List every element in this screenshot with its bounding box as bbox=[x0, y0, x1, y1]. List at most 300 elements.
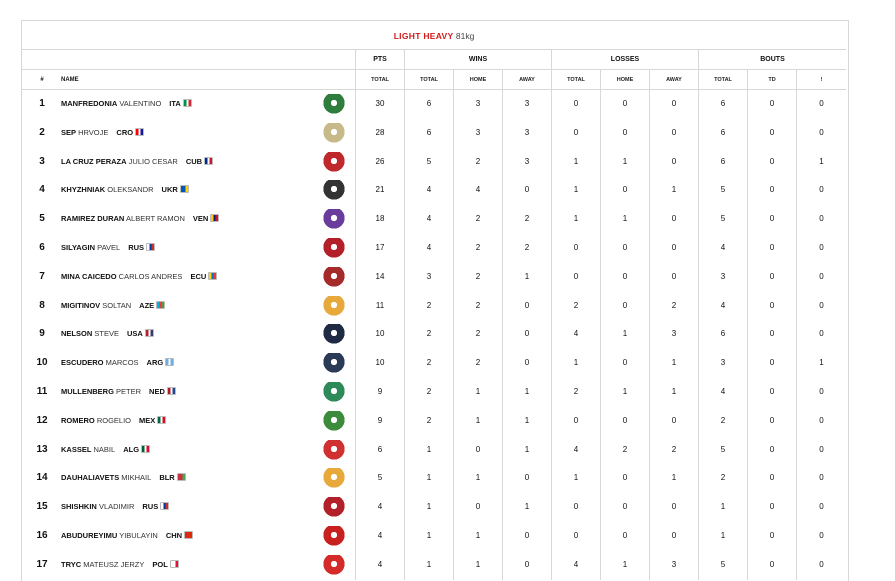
cell-wins-home: 0 bbox=[475, 502, 481, 512]
header-name: NAME bbox=[61, 77, 79, 83]
flag-icon bbox=[204, 157, 213, 165]
country-code: USA bbox=[126, 329, 143, 339]
rank: 5 bbox=[39, 213, 45, 225]
cell-wins-home: 1 bbox=[475, 387, 481, 396]
team-logo-icon bbox=[321, 382, 347, 402]
cell-bouts-excl: 0 bbox=[819, 559, 824, 569]
athlete-name[interactable] bbox=[61, 493, 169, 521]
last-name: MANFREDONIA bbox=[61, 99, 118, 108]
cell-bouts-total: 1 bbox=[720, 502, 726, 512]
cell-bouts-td: 0 bbox=[769, 531, 775, 540]
team-logo-icon bbox=[321, 497, 347, 517]
last-name: LA CRUZ PERAZA bbox=[61, 156, 127, 166]
team-logo-icon bbox=[321, 180, 347, 200]
cell-bouts-excl: 0 bbox=[819, 473, 824, 483]
flag-icon bbox=[170, 560, 179, 568]
cell-bouts-td: 0 bbox=[769, 156, 775, 166]
flag-icon bbox=[135, 128, 144, 136]
cell-wins-home: 1 bbox=[475, 473, 481, 483]
flag-icon bbox=[177, 473, 186, 481]
rank: 3 bbox=[39, 155, 45, 167]
cell-wins-total: 2 bbox=[426, 300, 432, 310]
athlete-name[interactable] bbox=[61, 263, 217, 291]
cell-bouts-td: 0 bbox=[769, 415, 775, 425]
cell-bouts-excl: 0 bbox=[819, 99, 824, 108]
country-code: RUS bbox=[128, 243, 145, 252]
flag-icon bbox=[208, 272, 217, 280]
team-logo-icon bbox=[321, 123, 347, 143]
subheader-bouts-td: TD bbox=[768, 77, 776, 83]
athlete-name[interactable] bbox=[61, 407, 166, 435]
cell-bouts-td: 0 bbox=[769, 99, 775, 108]
cell-wins-home: 4 bbox=[475, 185, 481, 195]
table-row[interactable] bbox=[22, 493, 846, 521]
country-code: CUB bbox=[185, 156, 203, 166]
table-row[interactable] bbox=[22, 205, 846, 233]
country-code: NED bbox=[149, 387, 165, 396]
cell-wins-total: 5 bbox=[426, 156, 432, 166]
cell-wins-away: 0 bbox=[524, 559, 530, 569]
cell-bouts-td: 0 bbox=[769, 127, 775, 137]
first-name: PAVEL bbox=[97, 243, 121, 252]
athlete-name[interactable] bbox=[61, 522, 193, 550]
cell-losses-total: 4 bbox=[573, 559, 579, 569]
rank: 9 bbox=[39, 328, 45, 340]
cell-losses-home: 1 bbox=[622, 559, 628, 569]
header-pts: PTS bbox=[373, 56, 387, 63]
country-code: UKR bbox=[161, 185, 178, 195]
cell-bouts-total: 5 bbox=[720, 559, 726, 569]
cell-wins-home: 1 bbox=[475, 559, 481, 569]
rank: 4 bbox=[39, 184, 45, 196]
table-row[interactable] bbox=[22, 176, 846, 204]
cell-bouts-total: 6 bbox=[720, 127, 726, 137]
last-name: TRYC bbox=[61, 559, 82, 569]
table-row[interactable] bbox=[22, 320, 846, 348]
team-logo-icon bbox=[321, 526, 347, 546]
cell-wins-home: 1 bbox=[475, 415, 481, 425]
last-name: MULLENBERG bbox=[61, 387, 114, 396]
rank: 16 bbox=[36, 530, 48, 541]
cell-bouts-total: 4 bbox=[720, 243, 726, 252]
cell-wins-total: 4 bbox=[426, 214, 432, 224]
cell-bouts-td: 0 bbox=[769, 243, 775, 252]
cell-losses-total: 2 bbox=[573, 387, 579, 396]
cell-wins-total: 1 bbox=[426, 444, 432, 454]
cell-losses-total: 0 bbox=[573, 415, 579, 425]
cell-pts-total: 26 bbox=[375, 156, 385, 166]
cell-losses-away: 2 bbox=[671, 300, 677, 310]
cell-bouts-excl: 1 bbox=[819, 156, 824, 166]
cell-pts-total: 10 bbox=[375, 329, 385, 339]
cell-bouts-td: 0 bbox=[769, 185, 775, 195]
team-logo-icon bbox=[321, 209, 347, 229]
team-logo-icon bbox=[321, 324, 347, 344]
cell-losses-away: 0 bbox=[671, 127, 677, 137]
flag-icon bbox=[210, 214, 219, 222]
cell-wins-away: 1 bbox=[524, 444, 530, 454]
cell-wins-home: 2 bbox=[475, 243, 481, 252]
cell-bouts-excl: 0 bbox=[819, 214, 824, 224]
table-row[interactable] bbox=[22, 436, 846, 464]
cell-wins-total: 6 bbox=[426, 127, 432, 137]
cell-bouts-total: 5 bbox=[720, 444, 726, 454]
cell-bouts-total: 3 bbox=[720, 271, 726, 281]
cell-bouts-td: 0 bbox=[769, 387, 775, 396]
first-name: MARCOS bbox=[105, 358, 139, 368]
cell-losses-total: 1 bbox=[573, 358, 579, 368]
last-name: MINA CAICEDO bbox=[61, 271, 117, 281]
cell-wins-away: 0 bbox=[524, 473, 530, 483]
flag-icon bbox=[146, 243, 155, 251]
category-name: LIGHT HEAVY bbox=[393, 31, 454, 41]
rank: 10 bbox=[36, 357, 48, 369]
last-name: MIGITINOV bbox=[61, 300, 101, 310]
cell-losses-away: 3 bbox=[671, 329, 677, 339]
table-row[interactable] bbox=[22, 234, 846, 262]
cell-bouts-excl: 0 bbox=[819, 127, 824, 137]
cell-wins-total: 1 bbox=[426, 531, 432, 540]
last-name: SEP bbox=[61, 127, 77, 137]
rank: 17 bbox=[36, 558, 48, 570]
cell-bouts-td: 0 bbox=[769, 444, 775, 454]
cell-losses-total: 0 bbox=[573, 243, 579, 252]
flag-icon bbox=[160, 502, 169, 510]
cell-bouts-td: 0 bbox=[769, 329, 775, 339]
cell-wins-total: 1 bbox=[426, 502, 432, 512]
cell-losses-total: 2 bbox=[573, 300, 579, 310]
cell-pts-total: 28 bbox=[375, 127, 385, 137]
cell-losses-away: 0 bbox=[671, 531, 677, 540]
cell-pts-total: 10 bbox=[375, 358, 385, 368]
cell-wins-away: 2 bbox=[524, 214, 530, 224]
cell-bouts-excl: 0 bbox=[819, 387, 824, 396]
table-row[interactable] bbox=[22, 148, 846, 176]
cell-wins-away: 0 bbox=[524, 185, 530, 195]
cell-wins-home: 2 bbox=[475, 329, 481, 339]
cell-bouts-excl: 0 bbox=[819, 415, 824, 425]
team-logo-icon bbox=[321, 296, 347, 316]
cell-losses-home: 0 bbox=[622, 415, 628, 425]
flag-icon bbox=[167, 387, 176, 395]
first-name: MIKHAIL bbox=[121, 473, 152, 483]
cell-bouts-excl: 0 bbox=[819, 329, 824, 339]
table-row[interactable] bbox=[22, 292, 846, 320]
cell-wins-home: 2 bbox=[475, 358, 481, 368]
cell-wins-away: 0 bbox=[524, 329, 530, 339]
table-row[interactable] bbox=[22, 464, 846, 492]
team-logo-icon bbox=[321, 411, 347, 431]
country-code: CHN bbox=[165, 531, 183, 540]
cell-losses-total: 0 bbox=[573, 127, 579, 137]
subheader-bouts-total: TOTAL bbox=[714, 77, 732, 83]
cell-pts-total: 11 bbox=[375, 300, 385, 310]
cell-wins-total: 1 bbox=[426, 559, 432, 569]
country-code: ITA bbox=[169, 99, 181, 108]
first-name: VLADIMIR bbox=[98, 502, 135, 512]
cell-wins-home: 3 bbox=[475, 127, 481, 137]
cell-losses-away: 1 bbox=[671, 185, 677, 195]
first-name: HRVOJE bbox=[78, 127, 109, 137]
first-name: PETER bbox=[116, 387, 142, 396]
rank: 11 bbox=[36, 386, 48, 397]
cell-bouts-excl: 1 bbox=[819, 358, 824, 368]
cell-wins-total: 2 bbox=[426, 387, 432, 396]
rank: 13 bbox=[36, 443, 48, 455]
cell-pts-total: 5 bbox=[377, 473, 383, 483]
category-title bbox=[22, 21, 846, 49]
cell-losses-home: 1 bbox=[622, 156, 628, 166]
team-logo-icon bbox=[321, 152, 347, 172]
table-row[interactable] bbox=[22, 119, 846, 147]
team-logo-icon bbox=[321, 353, 347, 373]
last-name: KHYZHNIAK bbox=[61, 185, 106, 195]
table-row[interactable] bbox=[22, 378, 846, 406]
first-name: ROGELIO bbox=[96, 415, 132, 425]
category-weight: 81kg bbox=[455, 31, 475, 41]
cell-bouts-total: 4 bbox=[720, 387, 726, 396]
athlete-name[interactable] bbox=[61, 176, 189, 204]
country-code: ARG bbox=[146, 358, 164, 368]
cell-bouts-excl: 0 bbox=[819, 502, 824, 512]
cell-wins-away: 1 bbox=[524, 415, 530, 425]
cell-losses-home: 0 bbox=[622, 185, 628, 195]
rank: 8 bbox=[39, 299, 45, 311]
rank: 1 bbox=[39, 98, 45, 109]
cell-losses-away: 0 bbox=[671, 99, 677, 108]
subheader-pts-total: TOTAL bbox=[371, 77, 389, 83]
cell-wins-away: 0 bbox=[524, 300, 530, 310]
first-name: VALENTINO bbox=[119, 99, 162, 108]
subheader-bouts-excl: ! bbox=[820, 77, 823, 83]
athlete-name[interactable] bbox=[61, 436, 150, 464]
first-name: YIBULAYIN bbox=[119, 531, 158, 540]
cell-bouts-excl: 0 bbox=[819, 444, 824, 454]
cell-wins-away: 1 bbox=[524, 387, 530, 396]
subheader-wins-away: AWAY bbox=[519, 77, 535, 83]
cell-bouts-excl: 0 bbox=[819, 243, 824, 252]
cell-bouts-excl: 0 bbox=[819, 185, 824, 195]
cell-bouts-excl: 0 bbox=[819, 531, 824, 540]
cell-bouts-excl: 0 bbox=[819, 271, 824, 281]
cell-losses-home: 1 bbox=[622, 214, 628, 224]
table-row[interactable] bbox=[22, 407, 846, 435]
cell-wins-total: 3 bbox=[426, 271, 432, 281]
athlete-name[interactable] bbox=[61, 464, 186, 492]
cell-wins-home: 3 bbox=[475, 99, 481, 108]
subheader-wins-home: HOME bbox=[469, 77, 487, 83]
cell-pts-total: 17 bbox=[375, 243, 385, 252]
last-name: ROMERO bbox=[61, 415, 95, 425]
cell-wins-home: 2 bbox=[475, 271, 481, 281]
cell-bouts-total: 6 bbox=[720, 156, 726, 166]
cell-pts-total: 18 bbox=[375, 214, 385, 224]
first-name: CARLOS ANDRES bbox=[118, 271, 183, 281]
cell-losses-home: 0 bbox=[622, 99, 628, 108]
team-logo-icon bbox=[321, 440, 347, 460]
cell-wins-total: 4 bbox=[426, 185, 432, 195]
cell-pts-total: 4 bbox=[377, 559, 383, 569]
header-bouts: BOUTS bbox=[760, 56, 785, 63]
cell-wins-home: 1 bbox=[475, 531, 481, 540]
cell-losses-total: 1 bbox=[573, 473, 579, 483]
last-name: SILYAGIN bbox=[61, 243, 96, 252]
cell-bouts-td: 0 bbox=[769, 358, 775, 368]
cell-losses-away: 0 bbox=[671, 415, 677, 425]
cell-losses-total: 0 bbox=[573, 271, 579, 281]
cell-wins-total: 2 bbox=[426, 415, 432, 425]
cell-pts-total: 21 bbox=[375, 185, 385, 195]
athlete-name[interactable] bbox=[61, 551, 179, 579]
country-code: ALG bbox=[123, 444, 140, 454]
first-name: STEVE bbox=[94, 329, 119, 339]
cell-wins-away: 3 bbox=[524, 127, 530, 137]
cell-wins-away: 3 bbox=[524, 156, 530, 166]
cell-losses-away: 1 bbox=[671, 473, 677, 483]
subheader-losses-total: TOTAL bbox=[567, 77, 585, 83]
athlete-name[interactable] bbox=[61, 205, 219, 233]
flag-icon bbox=[183, 99, 192, 107]
cell-losses-total: 0 bbox=[573, 502, 579, 512]
flag-icon bbox=[157, 416, 166, 424]
cell-pts-total: 4 bbox=[377, 502, 383, 512]
athlete-name[interactable] bbox=[61, 320, 154, 348]
rank: 14 bbox=[36, 472, 48, 484]
cell-losses-away: 0 bbox=[671, 156, 677, 166]
cell-losses-home: 2 bbox=[622, 444, 628, 454]
first-name: NABIL bbox=[93, 444, 116, 454]
flag-icon bbox=[145, 329, 154, 337]
athlete-name[interactable] bbox=[61, 119, 144, 147]
cell-losses-home: 0 bbox=[622, 127, 628, 137]
cell-wins-home: 2 bbox=[475, 214, 481, 224]
table-row[interactable] bbox=[22, 522, 846, 550]
cell-wins-home: 0 bbox=[475, 444, 481, 454]
cell-losses-away: 0 bbox=[671, 502, 677, 512]
cell-losses-total: 0 bbox=[573, 531, 579, 540]
cell-bouts-td: 0 bbox=[769, 214, 775, 224]
divider bbox=[22, 49, 846, 50]
country-code: VEN bbox=[192, 214, 209, 224]
cell-losses-total: 4 bbox=[573, 329, 579, 339]
cell-losses-away: 0 bbox=[671, 271, 677, 281]
last-name: NELSON bbox=[61, 329, 93, 339]
first-name: SOLTAN bbox=[102, 300, 132, 310]
last-name: ABUDUREYIMU bbox=[61, 531, 118, 540]
flag-icon bbox=[180, 185, 189, 193]
cell-pts-total: 9 bbox=[377, 415, 383, 425]
cell-pts-total: 9 bbox=[377, 387, 383, 396]
cell-losses-home: 0 bbox=[622, 300, 628, 310]
cell-bouts-total: 1 bbox=[720, 531, 726, 540]
cell-bouts-total: 2 bbox=[720, 473, 726, 483]
flag-icon bbox=[156, 301, 165, 309]
cell-wins-total: 2 bbox=[426, 358, 432, 368]
cell-bouts-total: 2 bbox=[720, 415, 726, 425]
cell-losses-home: 1 bbox=[622, 387, 628, 396]
cell-pts-total: 6 bbox=[377, 444, 383, 454]
last-name: ESCUDERO bbox=[61, 358, 104, 368]
first-name: ALBERT RAMON bbox=[126, 214, 185, 224]
cell-losses-away: 1 bbox=[671, 358, 677, 368]
rank: 15 bbox=[36, 501, 48, 513]
country-code: POL bbox=[152, 559, 168, 569]
cell-losses-away: 0 bbox=[671, 243, 677, 252]
cell-losses-away: 3 bbox=[671, 559, 677, 569]
cell-pts-total: 30 bbox=[375, 99, 385, 108]
athlete-name[interactable] bbox=[61, 378, 176, 406]
cell-wins-total: 2 bbox=[426, 329, 432, 339]
first-name: MATEUSZ JERZY bbox=[83, 559, 145, 569]
cell-wins-total: 1 bbox=[426, 473, 432, 483]
subheader-losses-away: AWAY bbox=[666, 77, 682, 83]
cell-bouts-total: 3 bbox=[720, 358, 726, 368]
athlete-name[interactable] bbox=[61, 90, 192, 118]
flag-icon bbox=[141, 445, 150, 453]
flag-icon bbox=[165, 358, 174, 366]
athlete-name[interactable] bbox=[61, 292, 165, 320]
last-name: DAUHALIAVETS bbox=[61, 473, 120, 483]
team-logo-icon bbox=[321, 267, 347, 287]
cell-wins-total: 6 bbox=[426, 99, 432, 108]
cell-losses-away: 2 bbox=[671, 444, 677, 454]
cell-losses-away: 0 bbox=[671, 214, 677, 224]
cell-bouts-total: 4 bbox=[720, 300, 726, 310]
cell-losses-home: 0 bbox=[622, 531, 628, 540]
flag-icon bbox=[184, 531, 193, 539]
athlete-name[interactable] bbox=[61, 349, 174, 377]
cell-bouts-td: 0 bbox=[769, 502, 775, 512]
cell-wins-away: 1 bbox=[524, 271, 530, 281]
header-losses: LOSSES bbox=[610, 56, 640, 63]
cell-losses-home: 0 bbox=[622, 502, 628, 512]
first-name: OLEKSANDR bbox=[107, 185, 154, 195]
table-row[interactable] bbox=[22, 551, 846, 579]
cell-losses-home: 0 bbox=[622, 243, 628, 252]
divider bbox=[22, 69, 846, 70]
cell-wins-home: 2 bbox=[475, 156, 481, 166]
cell-bouts-td: 0 bbox=[769, 473, 775, 483]
cell-bouts-total: 6 bbox=[720, 99, 726, 108]
cell-wins-away: 3 bbox=[524, 99, 530, 108]
cell-losses-total: 1 bbox=[573, 156, 579, 166]
cell-bouts-td: 0 bbox=[769, 300, 775, 310]
cell-losses-home: 0 bbox=[622, 271, 628, 281]
cell-wins-away: 1 bbox=[524, 502, 530, 512]
last-name: KASSEL bbox=[61, 444, 92, 454]
country-code: RUS bbox=[142, 502, 159, 512]
table-row[interactable] bbox=[22, 263, 846, 291]
athlete-name[interactable] bbox=[61, 148, 213, 176]
cell-losses-home: 0 bbox=[622, 358, 628, 368]
cell-bouts-td: 0 bbox=[769, 559, 775, 569]
cell-losses-away: 1 bbox=[671, 387, 677, 396]
cell-pts-total: 14 bbox=[375, 271, 385, 281]
cell-bouts-total: 5 bbox=[720, 214, 726, 224]
table-row[interactable] bbox=[22, 90, 846, 118]
athlete-name[interactable] bbox=[61, 234, 155, 262]
cell-wins-home: 2 bbox=[475, 300, 481, 310]
cell-losses-home: 0 bbox=[622, 473, 628, 483]
table-row[interactable] bbox=[22, 349, 846, 377]
cell-wins-total: 4 bbox=[426, 243, 432, 252]
cell-losses-total: 4 bbox=[573, 444, 579, 454]
team-logo-icon bbox=[321, 555, 347, 575]
country-code: ECU bbox=[190, 271, 207, 281]
rank: 7 bbox=[39, 270, 45, 282]
subheader-losses-home: HOME bbox=[616, 77, 634, 83]
cell-bouts-excl: 0 bbox=[819, 300, 824, 310]
